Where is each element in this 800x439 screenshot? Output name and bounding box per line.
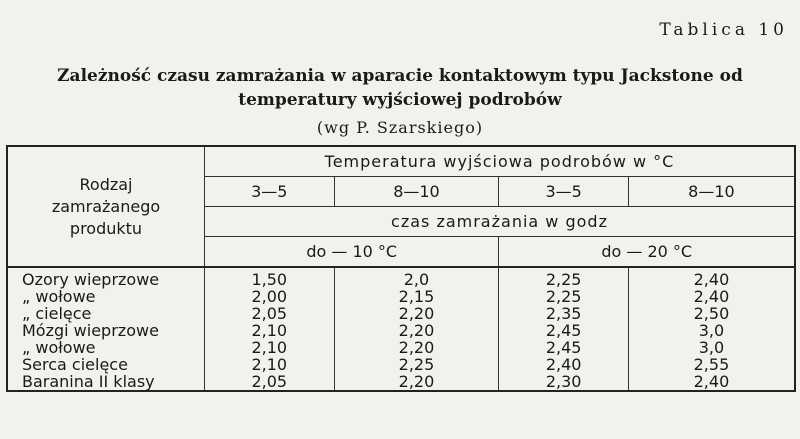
table-row (7, 267, 795, 288)
freeze-group-header: do — 20 °C (499, 237, 795, 268)
freezing-time-cell: 2,45 (499, 322, 628, 339)
product-name-cell: Mózgi wieprzowe (7, 322, 205, 339)
table-subtitle: (wg P. Szarskiego) (316, 118, 484, 137)
temp-range-header: 3—5 (205, 177, 335, 207)
title-line-1: Zależność czasu zamrażania w aparacie kontaktowym typu Jackstone od (57, 66, 743, 86)
freezing-time-cell: 2,10 (205, 322, 335, 339)
table-title (0, 64, 800, 112)
product-name-cell: „ cielęce (7, 305, 205, 322)
row-header-product-type (7, 146, 205, 267)
temperature-header: Temperatura wyjściowa podrobów w °C (205, 146, 796, 177)
table-row (7, 356, 795, 373)
freezing-time-cell: 2,20 (334, 322, 499, 339)
freezing-time-cell: 2,20 (334, 373, 499, 391)
temp-range-header: 8—10 (334, 177, 499, 207)
freezing-time-cell: 1,50 (205, 267, 335, 288)
product-name-cell: Serca cielęce (7, 356, 205, 373)
table-number: Tablica 10 (659, 20, 788, 40)
temp-range-header: 8—10 (628, 177, 795, 207)
freeze-group-header: do — 10 °C (205, 237, 499, 268)
table-body (7, 267, 795, 391)
freezing-time-cell: 2,30 (499, 373, 628, 391)
freezing-time-cell: 2,40 (499, 356, 628, 373)
temp-range-header: 3—5 (499, 177, 628, 207)
row-header-line: produktu (69, 218, 143, 238)
product-name-cell: „ wołowe (7, 288, 205, 305)
freezing-time-cell: 2,05 (205, 373, 335, 391)
freezing-time-cell: 2,40 (628, 373, 795, 391)
freezing-time-table (6, 145, 796, 392)
table-row (7, 305, 795, 322)
freezing-time-cell: 2,10 (205, 356, 335, 373)
freezing-time-cell: 2,25 (499, 288, 628, 305)
freezing-time-cell: 2,15 (334, 288, 499, 305)
freezing-time-cell: 3,0 (628, 322, 795, 339)
freezing-time-cell: 2,40 (628, 288, 795, 305)
freezing-time-cell: 2,10 (205, 339, 335, 356)
freezing-time-cell: 2,25 (499, 267, 628, 288)
product-name-cell: „ wołowe (7, 339, 205, 356)
freezing-time-cell: 2,45 (499, 339, 628, 356)
freezing-time-cell: 2,20 (334, 339, 499, 356)
table-row (7, 339, 795, 356)
freezing-time-cell: 2,05 (205, 305, 335, 322)
table-row (7, 288, 795, 305)
freezing-time-header: czas zamrażania w godz (205, 207, 796, 237)
freezing-time-cell: 2,55 (628, 356, 795, 373)
freezing-time-cell: 2,40 (628, 267, 795, 288)
table-row (7, 322, 795, 339)
freezing-time-cell: 2,0 (334, 267, 499, 288)
table-row (7, 373, 795, 391)
product-name-cell: Ozory wieprzowe (7, 267, 205, 288)
freezing-time-cell: 2,35 (499, 305, 628, 322)
freezing-time-cell: 2,20 (334, 305, 499, 322)
freezing-time-cell: 2,50 (628, 305, 795, 322)
freezing-time-cell: 2,00 (205, 288, 335, 305)
freezing-time-cell: 3,0 (628, 339, 795, 356)
product-name-cell: Baranina II klasy (7, 373, 205, 391)
row-header-line: Rodzaj (79, 174, 133, 194)
freezing-time-cell: 2,25 (334, 356, 499, 373)
row-header-line: zamrażanego (51, 196, 161, 216)
title-line-2: temperatury wyjściowej podrobów (238, 90, 562, 110)
